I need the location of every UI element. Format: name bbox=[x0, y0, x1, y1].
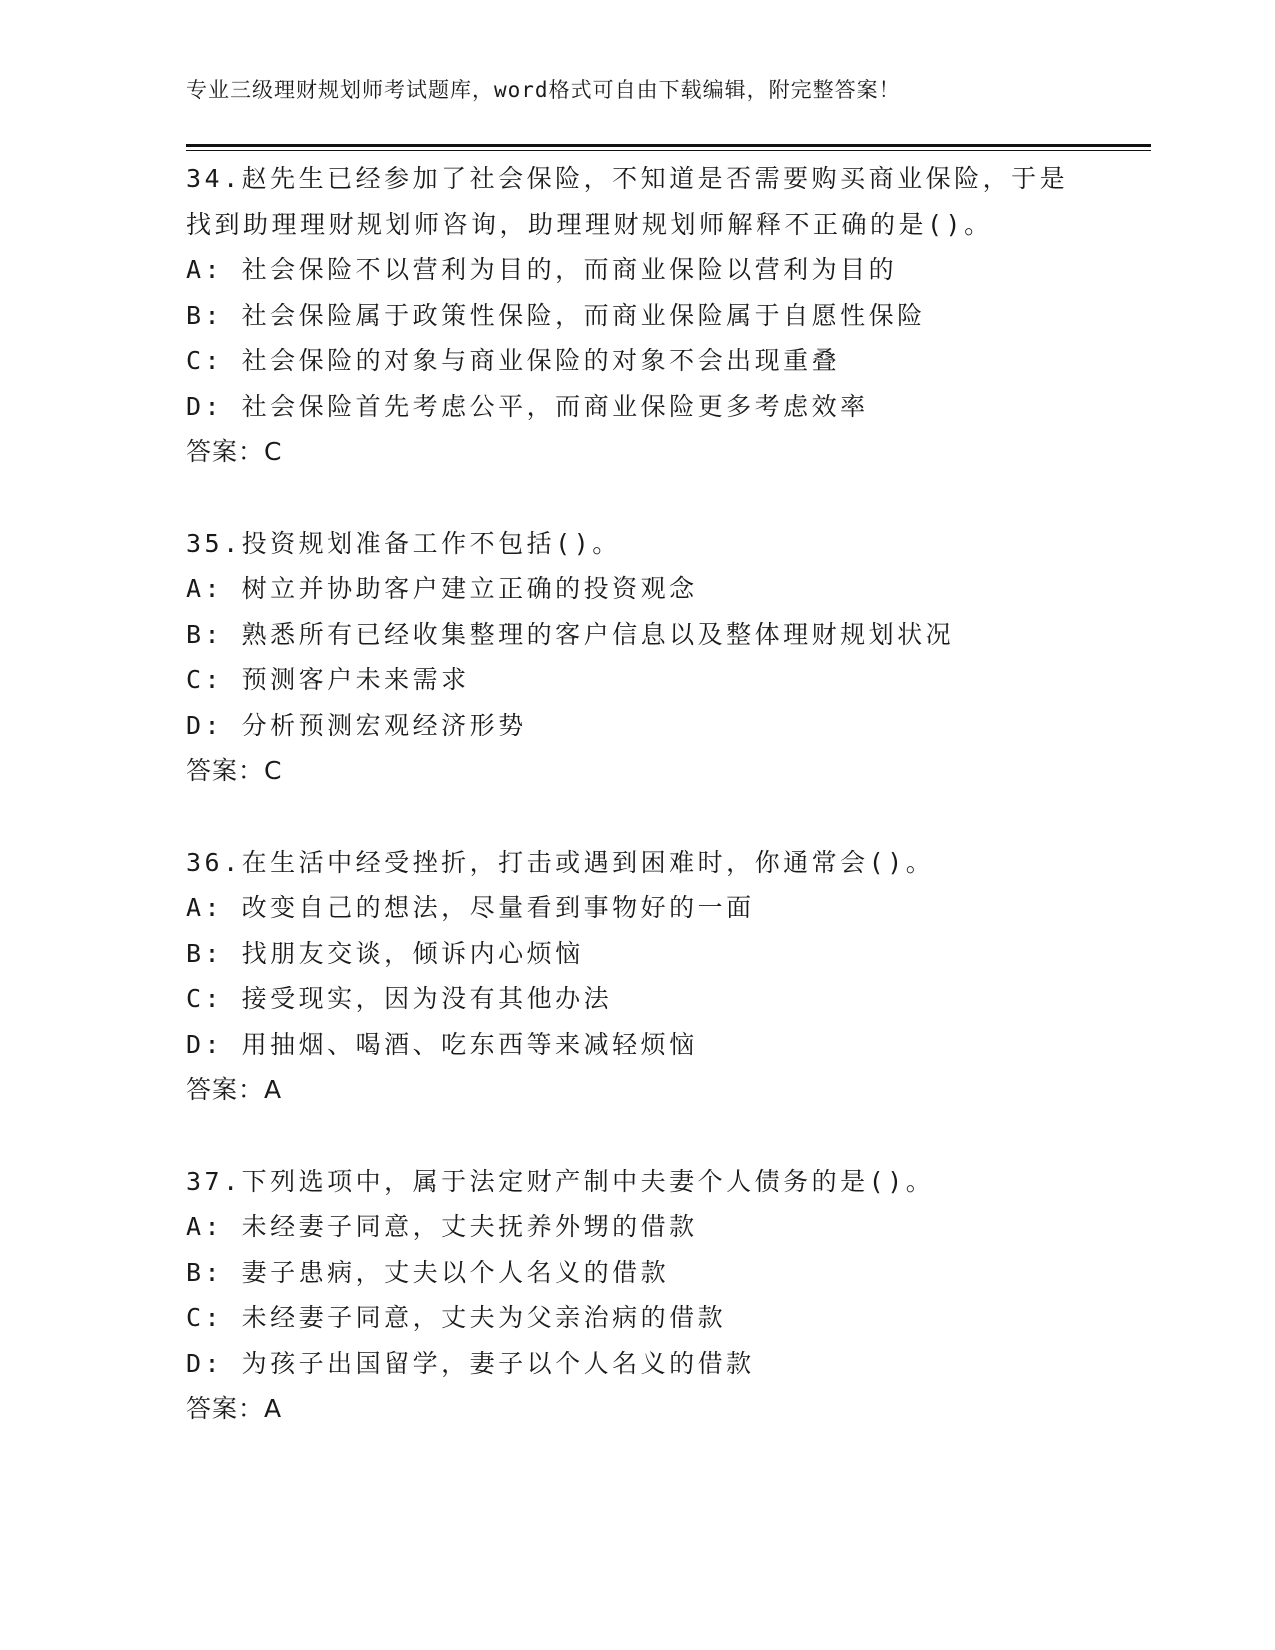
option-a: A: 社会保险不以营利为目的，而商业保险以营利为目的 bbox=[186, 255, 898, 284]
answer-label: 答案：C bbox=[186, 756, 283, 785]
option-a: A: 树立并协助客户建立正确的投资观念 bbox=[186, 574, 698, 603]
option-d: D: 分析预测宏观经济形势 bbox=[186, 710, 527, 740]
question-stem-line: 35.投资规划准备工作不包括()。 bbox=[186, 528, 621, 558]
option-a: A: 改变自己的想法，尽量看到事物好的一面 bbox=[186, 893, 755, 922]
question-35 bbox=[186, 521, 1086, 794]
option-c: C: 社会保险的对象与商业保险的对象不会出现重叠 bbox=[186, 346, 841, 375]
option-b: B: 社会保险属于政策性保险，而商业保险属于自愿性保险 bbox=[186, 300, 926, 330]
answer-label: 答案：C bbox=[186, 437, 283, 466]
question-stem-line: 34.赵先生已经参加了社会保险，不知道是否需要购买商业保险，于是 bbox=[186, 164, 1069, 193]
option-c: C: 预测客户未来需求 bbox=[186, 665, 470, 694]
option-d: D: 社会保险首先考虑公平，而商业保险更多考虑效率 bbox=[186, 391, 869, 421]
question-stem-line: 37.下列选项中，属于法定财产制中夫妻个人债务的是()。 bbox=[186, 1166, 935, 1196]
option-c: C: 未经妻子同意，丈夫为父亲治病的借款 bbox=[186, 1303, 727, 1332]
option-d: D: 为孩子出国留学，妻子以个人名义的借款 bbox=[186, 1348, 755, 1378]
answer-label: 答案：A bbox=[186, 1075, 283, 1104]
question-37 bbox=[186, 1159, 1086, 1432]
question-stem-line: 36.在生活中经受挫折，打击或遇到困难时，你通常会()。 bbox=[186, 847, 935, 877]
option-b: B: 妻子患病，丈夫以个人名义的借款 bbox=[186, 1257, 670, 1287]
header-divider-thick bbox=[186, 144, 1151, 147]
option-d: D: 用抽烟、喝酒、吃东西等来减轻烦恼 bbox=[186, 1029, 698, 1059]
question-stem-line: 找到助理理财规划师咨询，助理理财规划师解释不正确的是()。 bbox=[186, 209, 993, 239]
answer-label: 答案：A bbox=[186, 1394, 283, 1423]
option-c: C: 接受现实，因为没有其他办法 bbox=[186, 984, 613, 1013]
option-b: B: 熟悉所有已经收集整理的客户信息以及整体理财规划状况 bbox=[186, 619, 955, 649]
question-34 bbox=[186, 156, 1086, 475]
question-list bbox=[186, 156, 1086, 1478]
page-header: 专业三级理财规划师考试题库，word格式可自由下载编辑，附完整答案！ bbox=[186, 78, 901, 102]
question-36 bbox=[186, 840, 1086, 1113]
header-divider-thin bbox=[186, 150, 1151, 151]
option-a: A: 未经妻子同意，丈夫抚养外甥的借款 bbox=[186, 1212, 698, 1241]
option-b: B: 找朋友交谈，倾诉内心烦恼 bbox=[186, 938, 584, 968]
